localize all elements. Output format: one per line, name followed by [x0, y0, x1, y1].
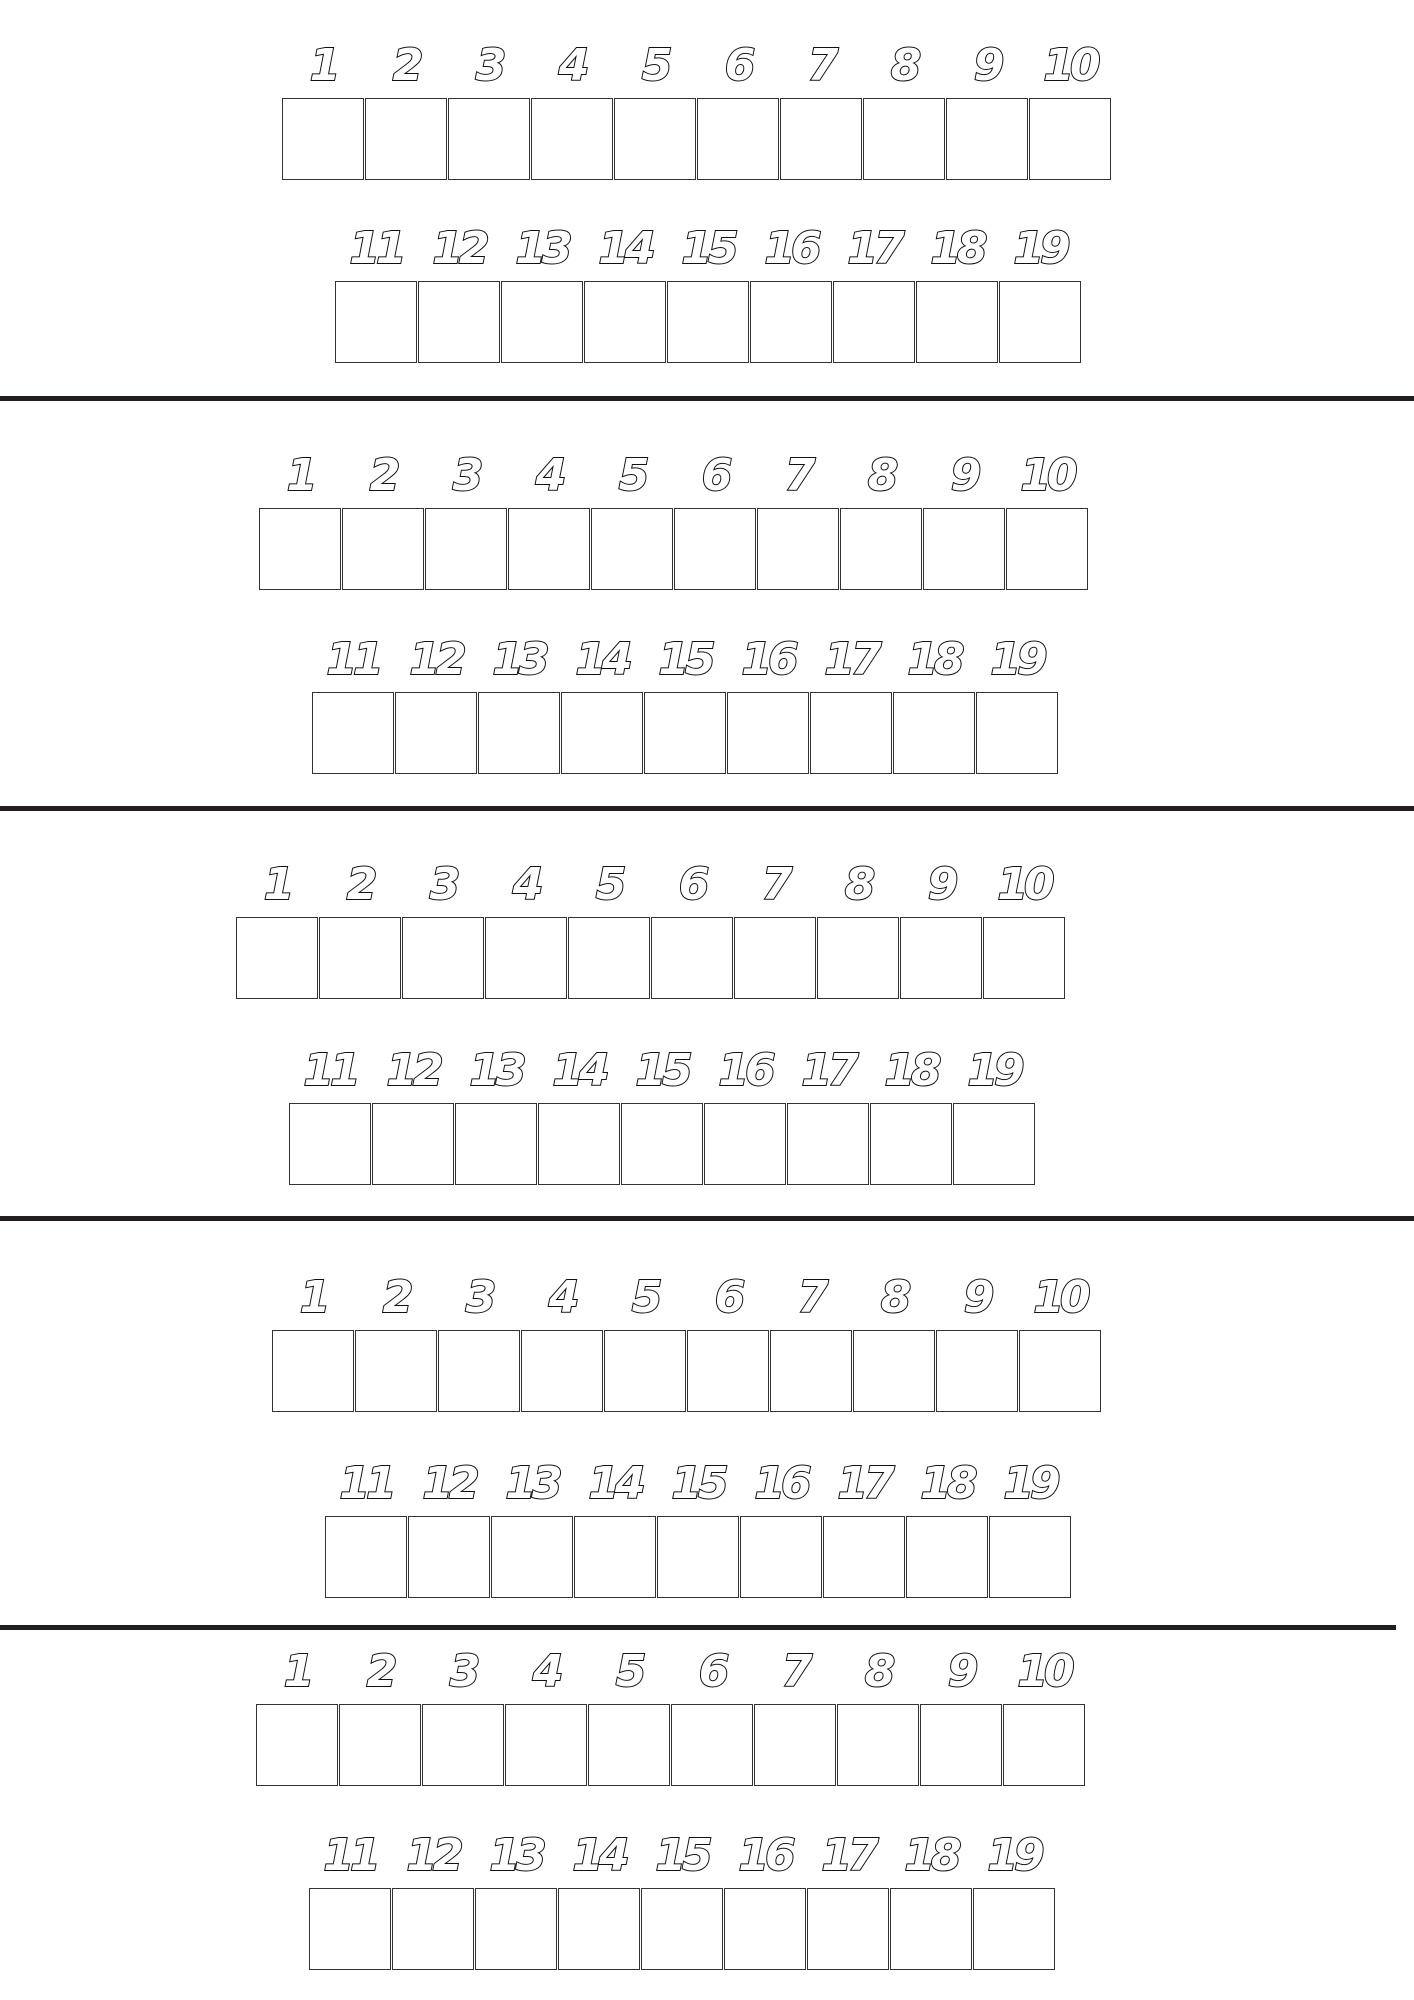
number-label: 8 — [844, 859, 872, 910]
answer-box[interactable] — [946, 98, 1028, 180]
number-cell — [394, 634, 478, 774]
answer-box[interactable] — [508, 508, 590, 590]
number-cell — [271, 1272, 355, 1412]
number-label: 18 — [884, 1045, 938, 1096]
number-cell — [905, 1458, 989, 1598]
number-cell — [816, 859, 900, 999]
number-label: 11 — [326, 634, 380, 685]
answer-box[interactable] — [754, 1704, 836, 1786]
number-label: 6 — [724, 40, 752, 91]
number-cell — [739, 1458, 823, 1598]
number-cell — [258, 450, 342, 590]
answer-box[interactable] — [392, 1888, 474, 1970]
answer-box[interactable] — [823, 1516, 905, 1598]
number-label: 19 — [990, 634, 1044, 685]
answer-box[interactable] — [817, 917, 899, 999]
number-label: 8 — [890, 40, 918, 91]
number-label: 13 — [469, 1045, 523, 1096]
number-label: 10 — [1043, 40, 1097, 91]
answer-box[interactable] — [840, 508, 922, 590]
answer-box[interactable] — [289, 1103, 371, 1185]
number-cell — [998, 223, 1082, 363]
number-label: 11 — [323, 1830, 377, 1881]
number-label: 5 — [615, 1646, 643, 1697]
answer-box[interactable] — [734, 917, 816, 999]
number-cell — [255, 1646, 339, 1786]
answer-box[interactable] — [697, 98, 779, 180]
number-cell — [421, 1646, 505, 1786]
answer-box[interactable] — [740, 1516, 822, 1598]
number-label: 11 — [349, 223, 403, 274]
number-cell — [537, 1045, 621, 1185]
number-label: 2 — [346, 859, 374, 910]
number-cell — [852, 1272, 936, 1412]
number-label: 6 — [698, 1646, 726, 1697]
answer-box[interactable] — [807, 1888, 889, 1970]
number-cell — [407, 1458, 491, 1598]
answer-box[interactable] — [757, 508, 839, 590]
number-cell — [686, 1272, 770, 1412]
number-label: 14 — [552, 1045, 606, 1096]
number-cell — [391, 1830, 475, 1970]
number-label: 1 — [263, 859, 291, 910]
number-label: 7 — [807, 40, 835, 91]
number-row — [308, 1830, 1055, 1970]
answer-box[interactable] — [724, 1888, 806, 1970]
answer-box[interactable] — [1003, 1704, 1085, 1786]
number-label: 1 — [286, 450, 314, 501]
number-label: 7 — [781, 1646, 809, 1697]
number-cell — [504, 1646, 588, 1786]
number-cell — [318, 859, 402, 999]
number-cell — [656, 1458, 740, 1598]
number-cell — [726, 634, 810, 774]
answer-box[interactable] — [259, 508, 341, 590]
number-label: 18 — [907, 634, 961, 685]
answer-box[interactable] — [906, 1516, 988, 1598]
answer-box[interactable] — [455, 1103, 537, 1185]
number-cell — [484, 859, 568, 999]
number-row — [311, 634, 1058, 774]
answer-box[interactable] — [365, 98, 447, 180]
number-cell — [613, 40, 697, 180]
number-label: 16 — [764, 223, 818, 274]
answer-box[interactable] — [236, 917, 318, 999]
number-label: 14 — [598, 223, 652, 274]
number-cell — [952, 1045, 1036, 1185]
number-cell — [437, 1272, 521, 1412]
number-label: 19 — [967, 1045, 1021, 1096]
number-label: 9 — [927, 859, 955, 910]
answer-box[interactable] — [588, 1704, 670, 1786]
number-label: 4 — [512, 859, 540, 910]
number-label: 9 — [950, 450, 978, 501]
number-label: 14 — [588, 1458, 642, 1509]
number-label: 7 — [761, 859, 789, 910]
number-cell — [975, 634, 1059, 774]
number-cell — [899, 859, 983, 999]
answer-box[interactable] — [531, 98, 613, 180]
answer-box[interactable] — [923, 508, 1005, 590]
number-label: 3 — [449, 1646, 477, 1697]
number-label: 12 — [432, 223, 486, 274]
number-cell — [988, 1458, 1072, 1598]
number-label: 17 — [847, 223, 901, 274]
number-cell — [809, 634, 893, 774]
number-row — [235, 859, 1065, 999]
number-cell — [892, 634, 976, 774]
number-label: 1 — [283, 1646, 311, 1697]
answer-box[interactable] — [574, 1516, 656, 1598]
number-cell — [723, 1830, 807, 1970]
number-label: 3 — [465, 1272, 493, 1323]
number-label: 6 — [714, 1272, 742, 1323]
answer-box[interactable] — [893, 692, 975, 774]
number-cell — [696, 40, 780, 180]
answer-box[interactable] — [810, 692, 892, 774]
number-label: 18 — [930, 223, 984, 274]
answer-box[interactable] — [833, 281, 915, 363]
answer-box[interactable] — [325, 1516, 407, 1598]
answer-box[interactable] — [770, 1330, 852, 1412]
answer-box[interactable] — [976, 692, 1058, 774]
answer-box[interactable] — [501, 281, 583, 363]
answer-box[interactable] — [448, 98, 530, 180]
number-cell — [919, 1646, 1003, 1786]
number-cell — [769, 1272, 853, 1412]
number-row — [324, 1458, 1071, 1598]
number-label: 3 — [429, 859, 457, 910]
number-label: 10 — [1033, 1272, 1087, 1323]
answer-box[interactable] — [687, 1330, 769, 1412]
answer-box[interactable] — [863, 98, 945, 180]
number-label: 17 — [801, 1045, 855, 1096]
number-row — [255, 1646, 1085, 1786]
answer-box[interactable] — [727, 692, 809, 774]
number-cell — [235, 859, 319, 999]
number-label: 3 — [475, 40, 503, 91]
number-label: 14 — [575, 634, 629, 685]
answer-box[interactable] — [920, 1704, 1002, 1786]
number-label: 13 — [505, 1458, 559, 1509]
number-label: 18 — [920, 1458, 974, 1509]
number-cell — [666, 223, 750, 363]
number-row — [271, 1272, 1101, 1412]
number-label: 5 — [595, 859, 623, 910]
number-cell — [779, 40, 863, 180]
answer-box[interactable] — [478, 692, 560, 774]
number-row — [281, 40, 1111, 180]
answer-box[interactable] — [780, 98, 862, 180]
number-label: 3 — [452, 450, 480, 501]
number-label: 12 — [406, 1830, 460, 1881]
number-label: 16 — [738, 1830, 792, 1881]
number-cell — [836, 1646, 920, 1786]
number-cell — [417, 223, 501, 363]
number-cell — [935, 1272, 1019, 1412]
number-label: 11 — [303, 1045, 357, 1096]
number-label: 9 — [973, 40, 1001, 91]
answer-box[interactable] — [319, 917, 401, 999]
answer-box[interactable] — [309, 1888, 391, 1970]
number-cell — [839, 450, 923, 590]
answer-box[interactable] — [900, 917, 982, 999]
answer-box[interactable] — [870, 1103, 952, 1185]
answer-box[interactable] — [505, 1704, 587, 1786]
number-cell — [583, 223, 667, 363]
number-cell — [454, 1045, 538, 1185]
number-cell — [1005, 450, 1089, 590]
answer-box[interactable] — [395, 692, 477, 774]
number-row — [288, 1045, 1035, 1185]
number-cell — [567, 859, 651, 999]
number-label: 2 — [382, 1272, 410, 1323]
number-cell — [749, 223, 833, 363]
number-label: 19 — [1003, 1458, 1057, 1509]
number-label: 11 — [339, 1458, 393, 1509]
answer-box[interactable] — [667, 281, 749, 363]
answer-box[interactable] — [558, 1888, 640, 1970]
answer-box[interactable] — [312, 692, 394, 774]
number-label: 9 — [947, 1646, 975, 1697]
number-cell — [573, 1458, 657, 1598]
number-cell — [424, 450, 508, 590]
answer-box[interactable] — [584, 281, 666, 363]
answer-box[interactable] — [272, 1330, 354, 1412]
number-cell — [620, 1045, 704, 1185]
number-label: 16 — [741, 634, 795, 685]
answer-box[interactable] — [475, 1888, 557, 1970]
answer-box[interactable] — [339, 1704, 421, 1786]
answer-box[interactable] — [890, 1888, 972, 1970]
number-cell — [603, 1272, 687, 1412]
answer-box[interactable] — [1029, 98, 1111, 180]
answer-box[interactable] — [651, 917, 733, 999]
number-cell — [308, 1830, 392, 1970]
number-label: 9 — [963, 1272, 991, 1323]
number-cell — [945, 40, 1029, 180]
number-cell — [447, 40, 531, 180]
answer-box[interactable] — [402, 917, 484, 999]
number-cell — [1028, 40, 1112, 180]
answer-box[interactable] — [521, 1330, 603, 1412]
number-label: 15 — [671, 1458, 725, 1509]
answer-box[interactable] — [641, 1888, 723, 1970]
answer-box[interactable] — [989, 1516, 1071, 1598]
number-cell — [670, 1646, 754, 1786]
answer-box[interactable] — [973, 1888, 1055, 1970]
answer-box[interactable] — [485, 917, 567, 999]
answer-box[interactable] — [568, 917, 650, 999]
number-cell — [477, 634, 561, 774]
number-label: 1 — [309, 40, 337, 91]
answer-box[interactable] — [671, 1704, 753, 1786]
number-cell — [530, 40, 614, 180]
section-divider — [0, 396, 1414, 401]
number-label: 5 — [618, 450, 646, 501]
answer-box[interactable] — [614, 98, 696, 180]
answer-box[interactable] — [561, 692, 643, 774]
number-cell — [673, 450, 757, 590]
number-label: 19 — [1013, 223, 1067, 274]
number-cell — [733, 859, 817, 999]
number-cell — [869, 1045, 953, 1185]
answer-box[interactable] — [438, 1330, 520, 1412]
number-cell — [401, 859, 485, 999]
number-label: 8 — [864, 1646, 892, 1697]
number-label: 2 — [392, 40, 420, 91]
number-label: 15 — [681, 223, 735, 274]
number-cell — [1018, 1272, 1102, 1412]
number-label: 4 — [532, 1646, 560, 1697]
number-cell — [590, 450, 674, 590]
number-label: 13 — [515, 223, 569, 274]
answer-box[interactable] — [999, 281, 1081, 363]
answer-box[interactable] — [342, 508, 424, 590]
number-cell — [490, 1458, 574, 1598]
number-cell — [334, 223, 418, 363]
number-cell — [520, 1272, 604, 1412]
number-cell — [1002, 1646, 1086, 1786]
number-label: 13 — [492, 634, 546, 685]
number-label: 15 — [658, 634, 712, 685]
answer-box[interactable] — [953, 1103, 1035, 1185]
number-label: 12 — [386, 1045, 440, 1096]
number-cell — [889, 1830, 973, 1970]
number-cell — [703, 1045, 787, 1185]
number-label: 15 — [635, 1045, 689, 1096]
number-cell — [500, 223, 584, 363]
number-label: 15 — [655, 1830, 709, 1881]
number-cell — [474, 1830, 558, 1970]
number-label: 17 — [837, 1458, 891, 1509]
number-label: 1 — [299, 1272, 327, 1323]
answer-box[interactable] — [936, 1330, 1018, 1412]
number-label: 4 — [548, 1272, 576, 1323]
number-label: 17 — [824, 634, 878, 685]
answer-box[interactable] — [621, 1103, 703, 1185]
number-cell — [338, 1646, 422, 1786]
number-label: 8 — [867, 450, 895, 501]
answer-box[interactable] — [916, 281, 998, 363]
number-label: 8 — [880, 1272, 908, 1323]
number-cell — [281, 40, 365, 180]
number-label: 4 — [558, 40, 586, 91]
number-label: 2 — [366, 1646, 394, 1697]
answer-box[interactable] — [704, 1103, 786, 1185]
number-cell — [364, 40, 448, 180]
number-label: 17 — [821, 1830, 875, 1881]
answer-box[interactable] — [853, 1330, 935, 1412]
answer-box[interactable] — [1006, 508, 1088, 590]
answer-box[interactable] — [408, 1516, 490, 1598]
number-label: 18 — [904, 1830, 958, 1881]
number-cell — [587, 1646, 671, 1786]
number-label: 5 — [641, 40, 669, 91]
number-cell — [806, 1830, 890, 1970]
number-label: 7 — [797, 1272, 825, 1323]
number-cell — [371, 1045, 455, 1185]
number-cell — [354, 1272, 438, 1412]
number-label: 12 — [422, 1458, 476, 1509]
number-row — [258, 450, 1088, 590]
answer-box[interactable] — [674, 508, 756, 590]
number-cell — [643, 634, 727, 774]
answer-box[interactable] — [256, 1704, 338, 1786]
answer-box[interactable] — [355, 1330, 437, 1412]
number-label: 13 — [489, 1830, 543, 1881]
answer-box[interactable] — [604, 1330, 686, 1412]
number-cell — [822, 1458, 906, 1598]
number-cell — [756, 450, 840, 590]
number-label: 16 — [754, 1458, 808, 1509]
section-divider — [0, 1625, 1396, 1630]
answer-box[interactable] — [422, 1704, 504, 1786]
number-cell — [507, 450, 591, 590]
section-divider — [0, 806, 1414, 811]
number-label: 6 — [678, 859, 706, 910]
number-label: 14 — [572, 1830, 626, 1881]
number-label: 5 — [631, 1272, 659, 1323]
number-cell — [640, 1830, 724, 1970]
number-cell — [288, 1045, 372, 1185]
answer-box[interactable] — [418, 281, 500, 363]
number-cell — [832, 223, 916, 363]
answer-box[interactable] — [1019, 1330, 1101, 1412]
number-label: 10 — [1020, 450, 1074, 501]
answer-box[interactable] — [335, 281, 417, 363]
number-row — [334, 223, 1081, 363]
number-label: 10 — [997, 859, 1051, 910]
answer-box[interactable] — [644, 692, 726, 774]
answer-box[interactable] — [787, 1103, 869, 1185]
answer-box[interactable] — [837, 1704, 919, 1786]
answer-box[interactable] — [425, 508, 507, 590]
number-cell — [972, 1830, 1056, 1970]
number-cell — [650, 859, 734, 999]
number-label: 10 — [1017, 1646, 1071, 1697]
number-cell — [341, 450, 425, 590]
answer-box[interactable] — [491, 1516, 573, 1598]
number-cell — [557, 1830, 641, 1970]
answer-box[interactable] — [538, 1103, 620, 1185]
number-cell — [922, 450, 1006, 590]
answer-box[interactable] — [282, 98, 364, 180]
number-cell — [786, 1045, 870, 1185]
section-divider — [0, 1216, 1414, 1221]
number-label: 2 — [369, 450, 397, 501]
answer-box[interactable] — [657, 1516, 739, 1598]
answer-box[interactable] — [372, 1103, 454, 1185]
number-cell — [311, 634, 395, 774]
number-label: 19 — [987, 1830, 1041, 1881]
number-cell — [560, 634, 644, 774]
answer-box[interactable] — [591, 508, 673, 590]
number-cell — [862, 40, 946, 180]
number-cell — [324, 1458, 408, 1598]
number-label: 6 — [701, 450, 729, 501]
number-cell — [915, 223, 999, 363]
number-label: 12 — [409, 634, 463, 685]
number-label: 4 — [535, 450, 563, 501]
number-label: 7 — [784, 450, 812, 501]
answer-box[interactable] — [983, 917, 1065, 999]
number-cell — [982, 859, 1066, 999]
number-label: 16 — [718, 1045, 772, 1096]
number-cell — [753, 1646, 837, 1786]
answer-box[interactable] — [750, 281, 832, 363]
